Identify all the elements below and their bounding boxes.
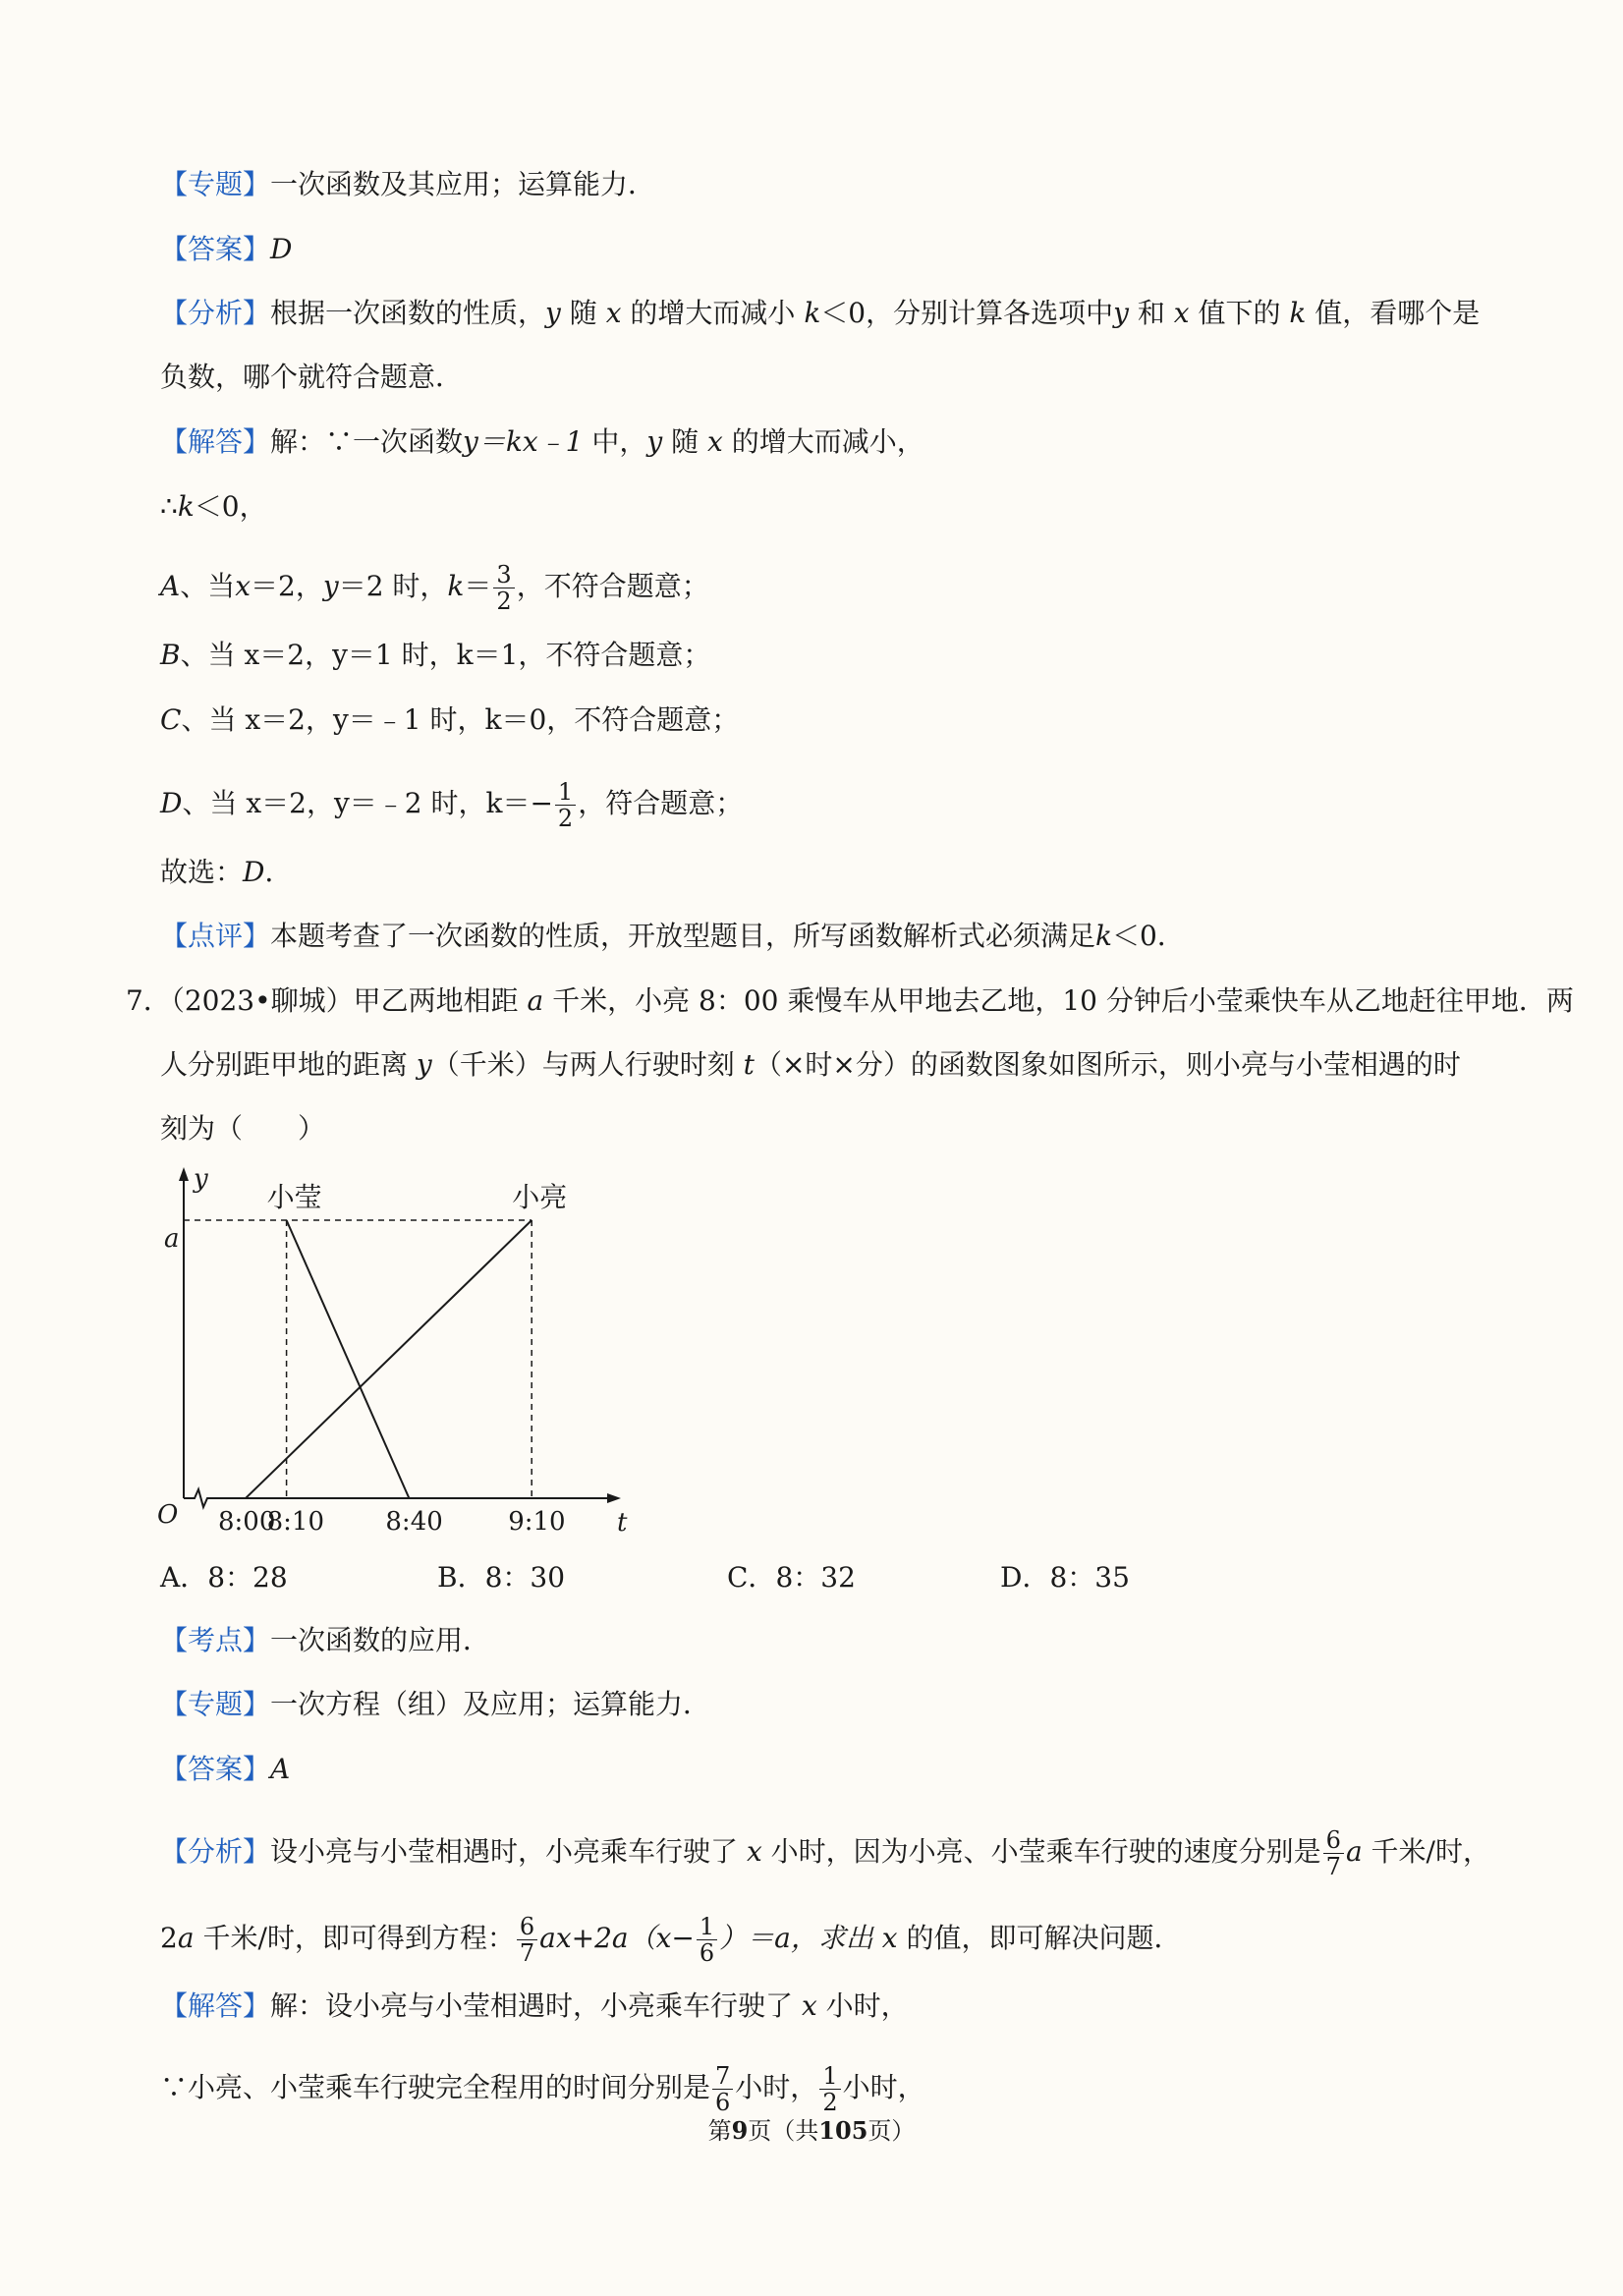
fraction xyxy=(555,779,576,831)
comment-text: ＜0． xyxy=(1112,920,1185,952)
option-c[interactable] xyxy=(727,1558,856,1597)
frac-num: 6 xyxy=(517,1914,537,1940)
frac-num: 3 xyxy=(493,562,514,588)
analysis-text: 和 xyxy=(1137,297,1165,329)
option-a-label: A． xyxy=(160,1561,208,1594)
option-text: ＝2， xyxy=(251,570,323,602)
option-text: 、当 x＝2，y＝﹣2 时，k＝− xyxy=(182,787,553,819)
q7-analysis-line-1: 【分析】设小亮与小莹相遇时，小亮乘车行驶了 x 小时，因为小亮、小莹乘车行驶的速度分别是 $\frac{6}{7}$ a 千米/时， xyxy=(160,1826,1490,1880)
option-b-value: 8：30 xyxy=(484,1561,566,1594)
option-text: 、当 x＝2，y＝﹣1 时，k＝0，不符合题意； xyxy=(181,703,740,736)
frac-den: 7 xyxy=(519,1939,535,1967)
page-number: 9 xyxy=(731,2116,749,2145)
choose-answer: D xyxy=(243,856,265,888)
y-axis-arrow-icon xyxy=(179,1167,189,1181)
point-tag: 【考点】 xyxy=(160,1624,271,1656)
x-axis-label: t xyxy=(617,1508,628,1538)
option-text: ＝ xyxy=(464,570,492,602)
solution-tag: 【解答】 xyxy=(160,1989,271,2022)
analysis-text: 设小亮与小莹相遇时，小亮乘车行驶了 xyxy=(270,1835,739,1868)
origin-label: O xyxy=(157,1500,179,1530)
fraction xyxy=(712,2063,733,2115)
var-k: k xyxy=(1289,297,1307,329)
y-tick-label-a: a xyxy=(164,1224,180,1254)
answer-tag: 【答案】 xyxy=(160,1753,271,1785)
choose-text: 故选： xyxy=(160,856,244,888)
question-text: （×时×分）的函数图象如图所示，则小亮与小莹相遇的时 xyxy=(754,1048,1461,1081)
y-axis-label: y xyxy=(194,1164,208,1194)
q7-analysis-line-2: 2a 千米/时，即可得到方程： $\frac{6}{7}$ ax+2a（x− $\frac{1}{6}$ ）＝a，求出 x 的值，即可解决问题． xyxy=(160,1913,1182,1967)
fraction xyxy=(1323,1827,1344,1879)
frac-den: 7 xyxy=(1325,1853,1341,1880)
q7-answer-line xyxy=(160,1750,1536,1789)
series-line-0 xyxy=(246,1220,532,1498)
option-d-label: D． xyxy=(1000,1561,1050,1594)
analysis-tag: 【分析】 xyxy=(160,1835,271,1868)
q7-special-line xyxy=(160,1685,1536,1724)
option-text: 、当 x＝2，y＝1 时，k＝1，不符合题意； xyxy=(180,639,711,671)
option-b-label: B． xyxy=(437,1561,485,1594)
analysis-text: 随 xyxy=(569,297,597,329)
x-axis xyxy=(184,1489,609,1507)
prev-special-line xyxy=(160,165,1536,204)
comment-text: 本题考查了一次函数的性质，开放型题目，所写函数解析式必须满足 xyxy=(270,920,1096,952)
page-footer xyxy=(0,2114,1623,2148)
solution-text: ∵小亮、小莹乘车行驶完全程用的时间分别是 xyxy=(160,2071,711,2103)
therefore-text: ＜0， xyxy=(194,490,267,523)
footer-text: 页） xyxy=(867,2117,916,2145)
equation: y＝kx﹣1 xyxy=(463,425,584,458)
prev-comment-line: 【点评】本题考查了一次函数的性质，开放型题目，所写函数解析式必须满足k＜0． xyxy=(160,920,1185,952)
prev-option-c xyxy=(160,700,1536,740)
var-x: x xyxy=(1173,297,1190,329)
special-tag: 【专题】 xyxy=(160,1688,271,1720)
var-x: x xyxy=(605,297,622,329)
solution-text: 随 xyxy=(671,425,700,458)
equation: ax+2a（x− xyxy=(539,1922,695,1954)
answer-tag: 【答案】 xyxy=(160,233,271,265)
choose-end: ． xyxy=(264,856,293,888)
q7-line-3: 刻为（ ） xyxy=(160,1112,326,1145)
solution-text: 解：设小亮与小莹相遇时，小亮乘车行驶了 xyxy=(270,1989,794,2022)
solution-text: 小时， xyxy=(842,2071,925,2103)
var-k: k xyxy=(447,570,465,602)
fraction xyxy=(819,2063,840,2115)
frac-num: 6 xyxy=(1323,1827,1344,1854)
option-text: 、当 xyxy=(180,570,236,602)
frac-num: 1 xyxy=(697,1914,717,1940)
analysis-text: ＜0，分别计算各选项中 xyxy=(820,297,1114,329)
option-a[interactable] xyxy=(160,1558,288,1597)
option-text: ，不符合题意； xyxy=(516,570,709,602)
var-y: y xyxy=(545,297,561,329)
fraction xyxy=(517,1914,537,1966)
footer-text: 页（共 xyxy=(748,2117,819,2145)
analysis-text: 2 xyxy=(160,1922,178,1954)
special-tag: 【专题】 xyxy=(160,168,271,200)
option-b[interactable] xyxy=(437,1558,565,1597)
prev-therefore-line: ∴k＜0， xyxy=(160,490,267,523)
series-label-1: 小莹 xyxy=(266,1181,322,1213)
question-number: 7． xyxy=(126,984,171,1017)
page-total: 105 xyxy=(818,2116,868,2145)
option-text: ＝2 时， xyxy=(338,570,448,602)
solution-text: 中， xyxy=(591,425,647,458)
comment-tag: 【点评】 xyxy=(160,920,271,952)
prev-option-a: A、当x＝2，y＝2 时，k＝ $\frac{3}{2}$ ，不符合题意； xyxy=(160,561,709,615)
analysis-tag: 【分析】 xyxy=(160,297,271,329)
fraction xyxy=(697,1914,717,1966)
special-text: 一次方程（组）及应用；运算能力． xyxy=(270,1688,711,1720)
option-label: D xyxy=(160,787,183,819)
prev-answer-line xyxy=(160,230,1536,269)
series-line-1 xyxy=(287,1220,410,1498)
analysis-text: 千米/时，即可得到方程： xyxy=(202,1922,515,1954)
prev-choose-line xyxy=(160,853,1536,892)
analysis-text: 值下的 xyxy=(1198,297,1281,329)
option-text: ，符合题意； xyxy=(578,787,744,819)
chart-marks xyxy=(184,1181,567,1537)
therefore-symbol: ∴ xyxy=(160,490,178,523)
x-axis-arrow-icon xyxy=(607,1493,621,1503)
analysis-text: 千米/时， xyxy=(1371,1835,1490,1868)
prev-option-d xyxy=(160,779,1536,831)
q7-line-1: 7．（2023•聊城）甲乙两地相距 a 千米，小亮 8：00 乘慢车从甲地去乙地，10 分钟后小莹乘快车从乙地赶往甲地．两 xyxy=(126,984,1574,1017)
point-text: 一次函数的应用． xyxy=(270,1624,491,1656)
q7-solution-line-2 xyxy=(160,2063,1536,2115)
solution-text: 解：∵一次函数 xyxy=(270,425,464,458)
question-text: 人分别距甲地的距离 xyxy=(160,1048,409,1081)
var-k: k xyxy=(804,297,821,329)
x-tick-label: 8:10 xyxy=(266,1507,324,1537)
prev-option-b xyxy=(160,636,1536,675)
prev-analysis-line-2: 负数，哪个就符合题意． xyxy=(160,361,464,393)
frac-den: 6 xyxy=(715,2089,731,2116)
option-label: A xyxy=(160,570,181,602)
option-label: C xyxy=(160,703,182,736)
analysis-text: 值，看哪个是 xyxy=(1315,297,1481,329)
answer-value: D xyxy=(270,233,293,265)
frac-den: 2 xyxy=(557,805,574,832)
series-label-0: 小亮 xyxy=(512,1181,568,1213)
x-tick-label: 9:10 xyxy=(508,1507,566,1537)
x-tick-label: 8:00 xyxy=(218,1507,276,1537)
frac-num: 7 xyxy=(712,2063,733,2090)
frac-den: 2 xyxy=(822,2089,838,2116)
option-c-label: C． xyxy=(727,1561,776,1594)
option-d[interactable] xyxy=(1000,1558,1130,1597)
equation: ）＝a，求出 xyxy=(719,1922,873,1954)
q7-solution-line-1: 【解答】解：设小亮与小莹相遇时，小亮乘车行驶了 x 小时， xyxy=(160,1989,909,2022)
analysis-text: 根据一次函数的性质， xyxy=(270,297,546,329)
option-d-value: 8：35 xyxy=(1049,1561,1130,1594)
q7-line-2: 人分别距甲地的距离 y（千米）与两人行驶时刻 t（×时×分）的函数图象如图所示，则小亮与小莹相遇的时 xyxy=(160,1048,1461,1081)
solution-text: 的增大而减小， xyxy=(731,425,924,458)
frac-den: 2 xyxy=(496,588,512,615)
question-text: （千米）与两人行驶时刻 xyxy=(431,1048,735,1081)
frac-num: 1 xyxy=(555,779,576,806)
function-graph xyxy=(147,1159,639,1542)
x-tick-label: 8:40 xyxy=(385,1507,443,1537)
option-a-value: 8：28 xyxy=(207,1561,288,1594)
answer-value: A xyxy=(270,1753,291,1785)
analysis-text: 的值，即可解决问题． xyxy=(906,1922,1182,1954)
var-y: y xyxy=(1113,297,1129,329)
special-text: 一次函数及其应用；运算能力． xyxy=(270,168,656,200)
prev-solution-line: 【解答】解：∵一次函数y＝kx﹣1 中，y 随 x 的增大而减小， xyxy=(160,425,924,458)
footer-text: 第 xyxy=(707,2117,732,2145)
question-text: 千米，小亮 8：00 乘慢车从甲地去乙地，10 分钟后小莹乘快车从乙地赶往甲地．两 xyxy=(552,984,1574,1017)
prev-analysis-line-1 xyxy=(160,294,1536,333)
q7-point-line xyxy=(160,1621,1536,1660)
option-c-value: 8：32 xyxy=(775,1561,856,1594)
solution-text: 小时， xyxy=(735,2071,818,2103)
frac-den: 6 xyxy=(699,1939,715,1967)
option-label: B xyxy=(160,639,181,671)
question-text: （2023•聊城）甲乙两地相距 xyxy=(170,984,519,1017)
analysis-text: 的增大而减小 xyxy=(630,297,796,329)
solution-tag: 【解答】 xyxy=(160,425,271,458)
solution-text: 小时， xyxy=(825,1989,909,2022)
analysis-text: 小时，因为小亮、小莹乘车行驶的速度分别是 xyxy=(770,1835,1321,1868)
fraction xyxy=(493,562,514,614)
frac-num: 1 xyxy=(819,2063,840,2090)
